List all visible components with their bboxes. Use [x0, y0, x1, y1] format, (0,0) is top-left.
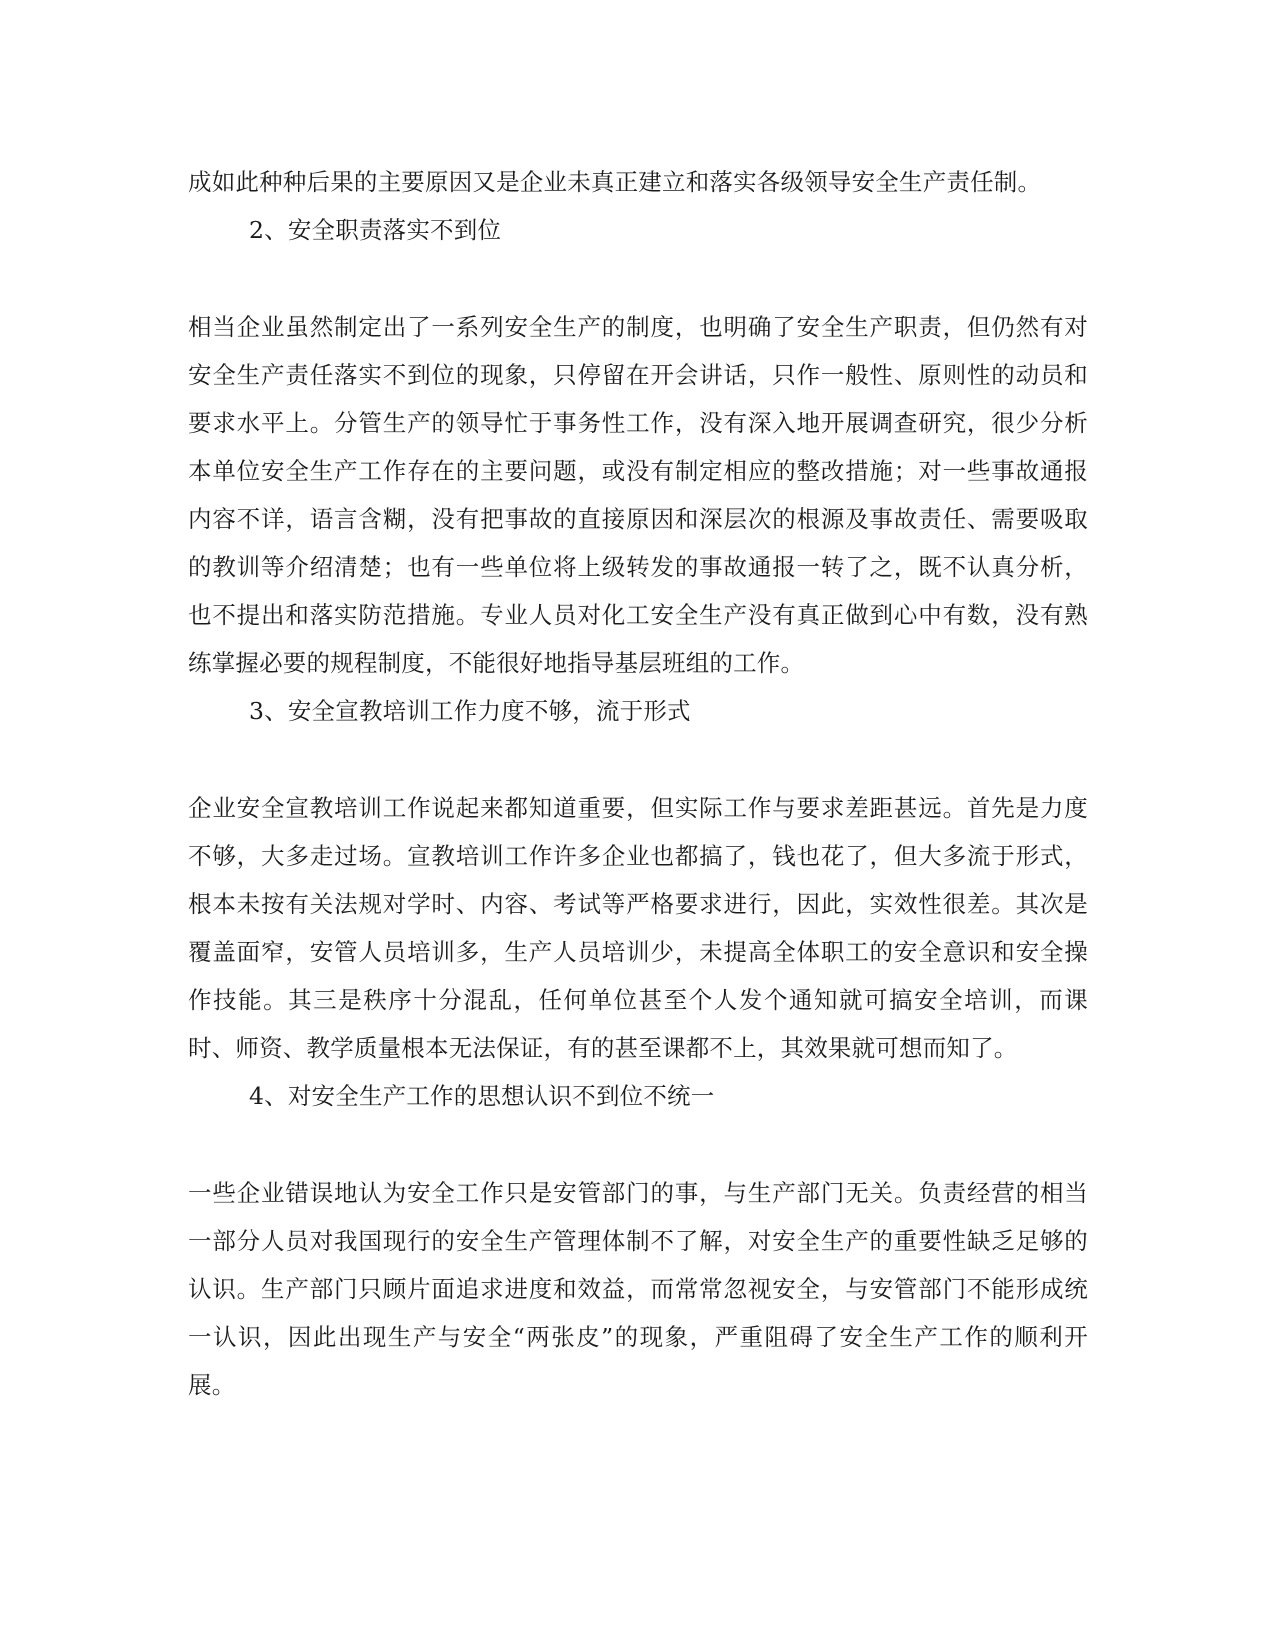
section-heading: 4、对安全生产工作的思想认识不到位不统一	[249, 1082, 715, 1110]
section-paragraph: 相当企业虽然制定出了一系列安全生产的制度，也明确了安全生产职责，但仍然有对安全生产责任落实不到位的现象，只停留在开会讲话，只作一般性、原则性的动员和要求水平上。分管生产的领导忙于事务性工作，没有深入地开展调查研究，很少分析本单位安全生产工作存在的主要问题，或没有制定相应的整改措施；对一些事故通报内容不详，语言含糊，没有把事故的直接原因和深层次的根源及事故责任、需要吸取的教训等介绍清楚；也有一些单位将上级转发的事故通报一转了之，既不认真分析，也不提出和落实防范措施。专业人员对化工安全生产没有真正做到心中有数，没有熟练掌握必要的规程制度，不能很好地指导基层班组的工作。	[188, 313, 1088, 677]
document-body	[188, 158, 1088, 1409]
paragraph-gap	[188, 254, 1088, 303]
section-heading: 2、安全职责落实不到位	[249, 216, 502, 244]
section-paragraph: 一些企业错误地认为安全工作只是安管部门的事，与生产部门无关。负责经营的相当一部分人员对我国现行的安全生产管理体制不了解，对安全生产的重要性缺乏足够的认识。生产部门只顾片面追求进度和效益，而常常忽视安全，与安管部门不能形成统一认识，因此出现生产与安全“两张皮”的现象，严重阻碍了安全生产工作的顺利开展。	[188, 1179, 1088, 1399]
paragraph-gap	[188, 1120, 1088, 1169]
section-heading: 3、安全宣教培训工作力度不够，流于形式	[249, 697, 691, 725]
paragraph-gap	[188, 735, 1088, 784]
intro-paragraph: 成如此种种后果的主要原因又是企业未真正建立和落实各级领导安全生产责任制。	[188, 168, 1042, 196]
section-paragraph: 企业安全宣教培训工作说起来都知道重要，但实际工作与要求差距甚远。首先是力度不够，大多走过场。宣教培训工作许多企业也都搞了，钱也花了，但大多流于形式，根本未按有关法规对学时、内容、考试等严格要求进行，因此，实效性很差。其次是覆盖面窄，安管人员培训多，生产人员培训少，未提高全体职工的安全意识和安全操作技能。其三是秩序十分混乱，任何单位甚至个人发个通知就可搞安全培训，而课时、师资、教学质量根本无法保证，有的甚至课都不上，其效果就可想而知了。	[188, 794, 1088, 1062]
